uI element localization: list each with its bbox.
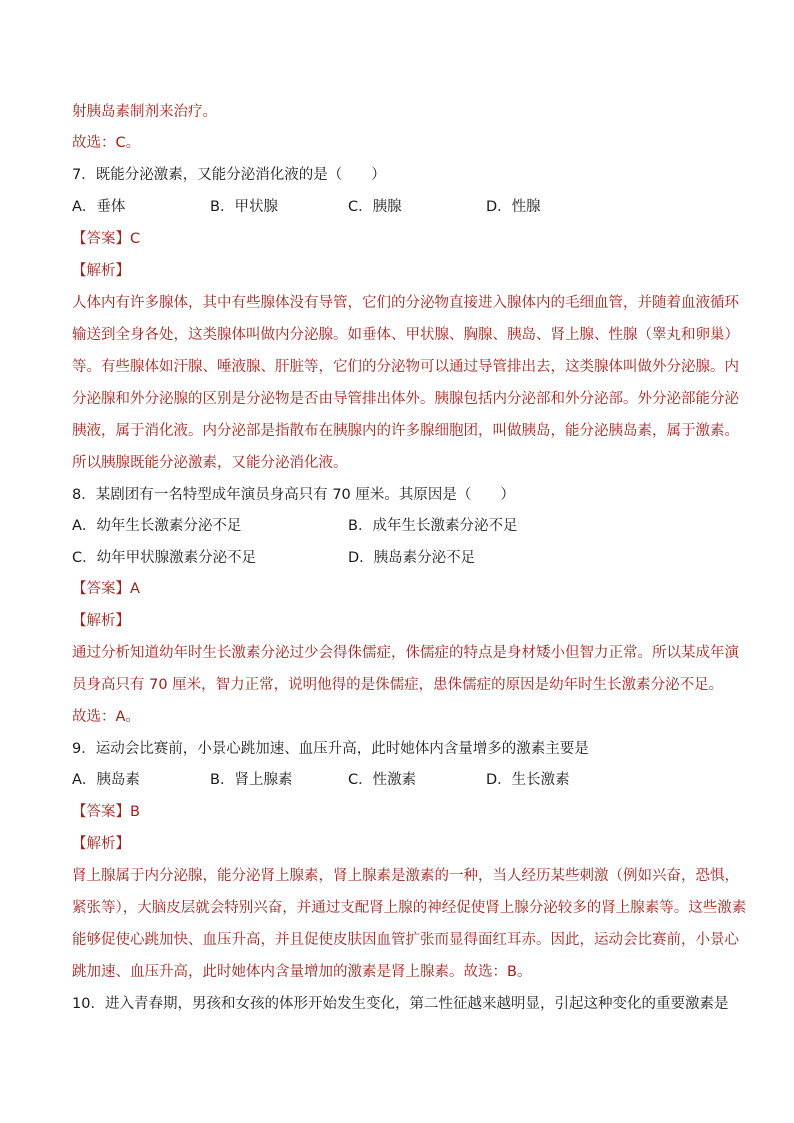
q7-answer: 【答案】C — [72, 231, 141, 247]
q8-analysis-line: 员身高只有 70 厘米，智力正常，说明他得的是侏儒症，患侏儒症的原因是幼年时生长激素分泌不足。 — [72, 677, 724, 693]
q7-analysis-line: 等。有些腺体如汗腺、唾液腺、肝脏等，它们的分泌物可以通过导管排出去，这类腺体叫做外分泌腺。内 — [72, 359, 739, 375]
q9-option-a: A．胰岛素 — [72, 772, 140, 788]
q8-answer-choice: 故选：A。 — [72, 709, 140, 725]
q8-option-c: C．幼年甲状腺激素分泌不足 — [72, 550, 257, 566]
q7-option-d: D．性腺 — [486, 199, 541, 215]
question-10: 10．进入青春期，男孩和女孩的体形开始发生变化，第二性征越来越明显，引起这种变化的重要激素是 — [72, 996, 729, 1012]
q7-analysis-line: 输送到全身各处，这类腺体叫做内分泌腺。如垂体、甲状腺、胸腺、胰岛、肾上腺、性腺（睾丸和卵巢） — [72, 327, 739, 343]
q7-option-b: B．甲状腺 — [210, 199, 278, 215]
q8-analysis-heading: 【解析】 — [72, 613, 130, 629]
q9-answer: 【答案】B — [72, 804, 140, 820]
q8-option-a: A．幼年生长激素分泌不足 — [72, 518, 242, 534]
q9-analysis-line: 紧张等），大脑皮层就会特别兴奋，并通过支配肾上腺的神经促使肾上腺分泌较多的肾上腺素等。这些激素 — [72, 900, 747, 916]
q9-analysis-line: 肾上腺属于内分泌腺，能分泌肾上腺素，肾上腺素是激素的一种，当人经历某些刺激（例如兴奋，恐惧， — [72, 868, 739, 884]
q7-analysis-line: 胰液，属于消化液。内分泌部是指散布在胰腺内的许多腺细胞团，叫做胰岛，能分泌胰岛素，属于激素。 — [72, 423, 739, 439]
q8-option-b: B．成年生长激素分泌不足 — [348, 518, 518, 534]
q9-option-c: C．性激素 — [348, 772, 417, 788]
q7-analysis-heading: 【解析】 — [72, 263, 130, 279]
q7-analysis-line: 人体内有许多腺体，其中有些腺体没有导管，它们的分泌物直接进入腺体内的毛细血管，并随着血液循环 — [72, 295, 739, 311]
q9-analysis-line: 跳加速、血压升高，此时她体内含量增加的激素是肾上腺素。故选：B。 — [72, 964, 532, 980]
question-9: 9．运动会比赛前，小景心跳加速、血压升高，此时她体内含量增多的激素主要是 — [72, 741, 589, 757]
question-7: 7．既能分泌激素，又能分泌消化液的是（ ） — [72, 167, 386, 183]
question-8: 8．某剧团有一名特型成年演员身高只有 70 厘米。其原因是（ ） — [72, 487, 515, 503]
q8-option-d: D．胰岛素分泌不足 — [348, 550, 476, 566]
q7-analysis-line: 所以胰腺既能分泌激素，又能分泌消化液。 — [72, 455, 348, 471]
q7-analysis-line: 分泌腺和外分泌腺的区别是分泌物是否由导管排出体外。胰腺包括内分泌部和外分泌部。外分泌部能分泌 — [72, 391, 739, 407]
q9-analysis-heading: 【解析】 — [72, 836, 130, 852]
explanation-line: 射胰岛素制剂来治疗。 — [72, 104, 217, 120]
q9-analysis-line: 能够促使心跳加快、血压升高，并且促使皮肤因血管扩张而显得面红耳赤。因此，运动会比赛前，小景心 — [72, 932, 739, 948]
q8-answer: 【答案】A — [72, 581, 140, 597]
q9-option-b: B．肾上腺素 — [210, 772, 293, 788]
q7-option-a: A．垂体 — [72, 199, 126, 215]
q9-option-d: D．生长激素 — [486, 772, 570, 788]
q8-analysis-line: 通过分析知道幼年时生长激素分泌过少会得侏儒症，侏儒症的特点是身材矮小但智力正常。所以某成年演 — [72, 645, 739, 661]
answer-choice-line: 故选：C。 — [72, 135, 141, 151]
q7-option-c: C．胰腺 — [348, 199, 402, 215]
